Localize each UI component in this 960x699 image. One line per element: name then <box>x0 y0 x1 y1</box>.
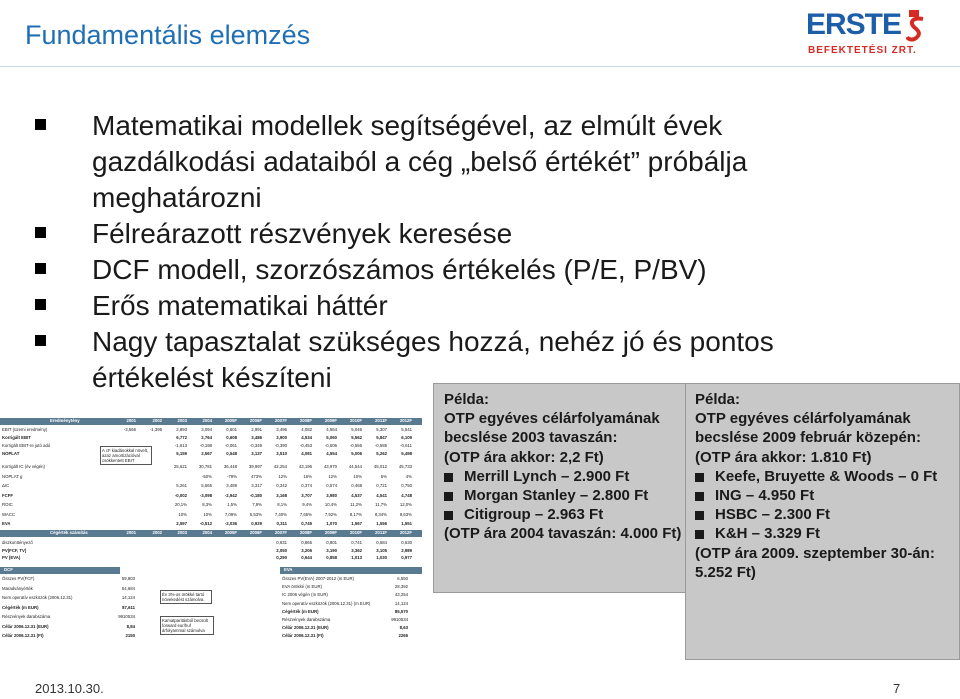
sheet-year-header: 2011F <box>375 418 387 423</box>
sheet-cell: 4,534 <box>301 435 312 440</box>
sheet-cell: -79% <box>226 473 237 479</box>
eva-value: 43,254 <box>394 592 408 598</box>
sheet-cell: 5,847 <box>376 435 387 440</box>
footer-date: 2013.10.30. <box>35 681 104 696</box>
example-line: OTP egyéves célárfolyamának <box>444 410 660 428</box>
sheet-cell: 1,5% <box>227 502 237 507</box>
sheet-year-header: 2009F <box>324 418 337 423</box>
sheet-year-header: 2012F <box>399 530 412 535</box>
example-line: OTP egyéves célárfolyamának <box>695 410 911 428</box>
eva-label: IC 2006 végén (m EUR) <box>282 592 328 598</box>
eva-label: Célár 2006.12.31 (Ft) <box>282 633 324 639</box>
sheet-cell: 0,574 <box>326 483 337 488</box>
sheet-cell: 25,621 <box>173 464 187 469</box>
sheet-cell: 10% <box>178 511 187 517</box>
sheet-cell: 1,556 <box>376 521 387 526</box>
bullet-list <box>35 108 795 396</box>
sheet-cell: 0,684 <box>376 540 387 545</box>
sheet-cell: 8,17% <box>349 511 362 517</box>
sheet-cell: 5,060 <box>326 435 337 440</box>
sheet-cell: -0,611 <box>400 443 412 448</box>
sheet-year-header: 2008F <box>299 530 312 535</box>
sheet-cell: -0,585 <box>374 443 387 448</box>
sheet-cell: 4,748 <box>401 492 412 498</box>
sheet-year-header: 2006F <box>249 418 262 423</box>
sheet-cell: -2,942 <box>224 492 237 498</box>
dcf-value: 54,684 <box>121 585 135 591</box>
sheet-year-header: 2007F <box>274 530 287 535</box>
page-title: Fundamentális elemzés <box>25 20 311 50</box>
dcf-label: Célár 2006.12.31 (EUR) <box>2 623 49 629</box>
analyst-estimate: ING – 4.950 Ft <box>695 486 937 505</box>
sheet-cell: 0,801 <box>326 540 337 545</box>
sheet-cell: 7,92% <box>324 511 337 517</box>
sheet-cell: 0,374 <box>301 483 312 488</box>
sheet-dcf-header: DCF <box>0 567 120 574</box>
sheet-cell: 1,567 <box>351 521 362 526</box>
sheet-cell: 36,448 <box>223 464 237 469</box>
sheet-cell: 1,013 <box>351 555 362 560</box>
sheet-cell: 5,665 <box>201 483 212 488</box>
sheet-cell: 0,630 <box>401 540 412 545</box>
bullet-item <box>35 216 795 252</box>
sheet-row-label: Korrigált IC (év végén) <box>2 464 45 469</box>
sheet-cell: 3,900 <box>276 435 287 440</box>
sheet-cell: 473% <box>251 473 262 479</box>
dcf-value: 14,124 <box>121 595 135 600</box>
square-bullet-icon <box>35 227 46 238</box>
logo-s-icon <box>906 10 926 44</box>
sheet-cell: -0,198 <box>199 443 212 448</box>
sheet-row-label: PV(FCF, TV) <box>2 547 27 553</box>
sheet-cell: 3,094 <box>201 427 212 432</box>
sheet-cell: 8,34% <box>374 511 387 517</box>
eva-value: 2265 <box>398 633 408 639</box>
sheet-cell: -1,395 <box>149 427 162 432</box>
sheet-cell: 3,486 <box>251 435 262 440</box>
sheet-year-header: 2010F <box>349 530 362 535</box>
sheet-cell: 10% <box>353 473 362 479</box>
sheet-row-label: EBIT (üzemi eredmény) <box>2 427 48 432</box>
eva-label: Nem operatív eszközök (2006.12.31) (m EUR) <box>282 600 371 606</box>
sheet-row-label: ROIC <box>2 502 13 507</box>
dcf-spreadsheet <box>0 418 422 652</box>
bullet-text: Félreárazott részvények keresése <box>92 218 513 249</box>
page-number: 7 <box>893 681 901 696</box>
sheet-cell: 4,081 <box>301 451 312 456</box>
sheet-cell: 0,548 <box>226 451 237 456</box>
eva-label: Cégérték (m EUR) <box>282 608 319 614</box>
sheet-cell: 3,190 <box>326 547 337 553</box>
bullet-text: DCF modell, szorzószámos értékelés (P/E, P/BV) <box>92 254 707 285</box>
sheet-cell: 2,567 <box>201 451 212 456</box>
eva-value: 9910534 <box>391 617 408 622</box>
sheet-cell: 12,0% <box>399 502 412 507</box>
sheet-year-header: 2005F <box>224 530 237 535</box>
sheet-year-header: 2008F <box>299 418 312 423</box>
sheet-year-header: 2007F <box>274 418 287 423</box>
example-2009-box <box>685 383 960 660</box>
sheet-year-header: 2001 <box>126 418 136 423</box>
sheet-cell: 12% <box>278 473 287 479</box>
sheet-cell: 45,012 <box>373 464 387 469</box>
sheet-row-label: ΔIC <box>2 483 10 488</box>
sheet-cell: -0,349 <box>249 443 262 448</box>
example-footer: (OTP ára 2004 tavaszán: 4.000 Ft) <box>444 525 682 543</box>
eva-label: Célár 2006.12.31 (EUR) <box>282 625 329 631</box>
header-divider <box>0 66 960 67</box>
sheet-cell: 3,489 <box>226 483 237 488</box>
sheet-cell: 43,196 <box>298 464 312 469</box>
sheet-year-header: 2003 <box>177 418 187 423</box>
dcf-label: Maradványérték <box>2 585 33 591</box>
sheet-cell: 3,137 <box>251 451 262 456</box>
sheet-year-header: 2009F <box>324 530 337 535</box>
sheet-cell: 7,65% <box>299 511 312 517</box>
sheet-cell: 0,750 <box>401 483 412 488</box>
sheet-cell: 3,206 <box>301 547 312 553</box>
square-bullet-icon <box>35 335 46 346</box>
sheet-cell: 1,030 <box>376 555 387 560</box>
example-line: becslése 2003 tavaszán: <box>444 429 618 447</box>
sheet-cell: 0,858 <box>326 555 337 560</box>
sheet-cell: 7,9% <box>252 502 262 507</box>
sheet-cell: 3,105 <box>376 547 387 553</box>
sheet-cell: 2,991 <box>251 427 262 432</box>
sheet-cell: 5,307 <box>376 427 387 432</box>
bullet-item <box>35 108 795 216</box>
sheet-cell: 11,2% <box>350 502 362 507</box>
example-2003-text <box>444 390 681 544</box>
sheet-cell: 9,4% <box>302 502 312 507</box>
sheet-cell: -50% <box>201 473 212 479</box>
sheet-cell: 3,168 <box>276 492 287 498</box>
sheet-cell: 4,541 <box>376 492 387 498</box>
sheet-cell: 0,608 <box>226 435 237 440</box>
sheet-cell: 0,342 <box>276 483 287 488</box>
sheet-cell: 0,644 <box>301 555 312 560</box>
sheet-cell: 3,510 <box>276 451 287 456</box>
sheet-cell: 0,741 <box>351 540 362 545</box>
sheet-cell: 8,63% <box>399 511 412 517</box>
dcf-label: Összes PV(FCF) <box>2 576 35 581</box>
dcf-label: Cégérték (m EUR) <box>2 604 39 610</box>
sheet-cell: 8,1% <box>277 502 287 507</box>
sheet-cell: 20,1% <box>174 502 187 507</box>
sheet-year-header: 2012F <box>399 418 412 423</box>
sheet-cell: 3,317 <box>251 483 262 488</box>
sheet-row-label: EVA <box>2 521 11 526</box>
bullet-item <box>35 288 795 324</box>
sheet-cell: -0,453 <box>299 443 312 448</box>
sheet-cell: 1,070 <box>326 521 337 526</box>
sheet-cell: 5,261 <box>176 483 187 488</box>
sheet-cell: 8,3% <box>202 502 212 507</box>
sheet-cell: 0,745 <box>301 521 312 526</box>
dcf-label: Nem operatív eszközök (2006.12.31) <box>2 595 73 600</box>
sheet-cell: 5,53% <box>249 511 262 517</box>
analyst-estimate: Citigroup – 2.963 Ft <box>444 505 681 524</box>
logo-subtitle: BEFEKTETÉSI ZRT. <box>808 45 917 56</box>
dcf-value: 59,803 <box>121 576 135 581</box>
dcf-value: 87,611 <box>122 604 135 610</box>
sheet-row-label: NOPLAT <box>2 451 20 456</box>
sheet-cell: 0,311 <box>276 521 287 526</box>
square-bullet-icon <box>35 263 46 274</box>
sheet-cell: 7,40% <box>274 511 287 517</box>
sheet-header-label: Eredménytény <box>50 418 80 423</box>
sheet-cell: 3,707 <box>301 492 312 498</box>
sheet-cell: 2,764 <box>201 435 212 440</box>
logo-wordmark: ERSTE <box>806 8 902 41</box>
sheet-note: A cF kiadásokkal növelt, azaz amortizációval csökkentett EBIT <box>100 446 152 465</box>
sheet-cell: 11,7% <box>375 502 387 507</box>
sheet-row-label: WACC <box>2 511 15 517</box>
sheet-row-label: diszkonttényező <box>2 540 33 545</box>
sheet-cell: -0,390 <box>274 443 287 448</box>
sheet-cell: -0,512 <box>199 521 212 526</box>
sheet-cell: 2,893 <box>176 427 187 432</box>
sheet-year-header: 2004 <box>202 530 212 535</box>
sheet-cell: 2,989 <box>401 547 412 553</box>
dcf-value: 9910534 <box>118 614 135 619</box>
sheet-cell: 45,733 <box>398 464 412 469</box>
eva-label: Összes PV(EVA) 2007-2012 (m EUR) <box>282 576 355 581</box>
sheet-cell: 42,254 <box>273 464 287 469</box>
sheet-cell: 4,564 <box>326 427 337 432</box>
dcf-label: Részvények darabszáma <box>2 614 51 619</box>
bullet-text: Matematikai modellek segítségével, az elmúlt évek gazdálkodási adataiból a cég „belső értékét” próbálja meghatározni <box>92 110 748 213</box>
example-line: becslése 2009 február közepén: <box>695 429 921 447</box>
sheet-eva-header: EVA <box>280 567 422 574</box>
sheet-cell: -3,566 <box>123 427 136 432</box>
sheet-cell: 44,544 <box>348 464 362 469</box>
analyst-estimate: Keefe, Bruyette & Woods – 0 Ft <box>695 467 937 486</box>
sheet-year-header: 2001 <box>126 530 136 535</box>
sheet-note: Kamatparitásból becsült forward eur/huf árfolyammal számolva <box>160 616 214 635</box>
sheet-cell: 0,468 <box>351 483 362 488</box>
dcf-value: 8,84 <box>126 623 135 629</box>
sheet-row-label: NOPLAT g <box>2 473 23 479</box>
sheet-cell: 5,498 <box>401 451 412 456</box>
eva-label: EVA örökké (m EUR) <box>282 584 323 590</box>
example-line: (OTP ára akkor: 2,2 Ft) <box>444 448 604 466</box>
example-2003-box <box>433 383 688 593</box>
sheet-cell: 2,597 <box>176 521 187 526</box>
dcf-value: 2150 <box>125 633 135 638</box>
sheet-cell: 0,931 <box>276 540 287 545</box>
sheet-year-header: 2002 <box>152 418 162 423</box>
sheet-note: Év 3%-os örökké tartó növekedést számolva. <box>160 590 212 604</box>
sheet-row-label: FCFF <box>2 492 13 498</box>
analyst-estimate: Merrill Lynch – 2.900 Ft <box>444 467 681 486</box>
example-2009-text <box>695 390 937 582</box>
sheet-row-label: Korrigált EBIT-re jutó adó <box>2 443 51 448</box>
example-heading: Példa: <box>695 391 741 408</box>
sheet-cell: 0,601 <box>226 427 237 432</box>
square-bullet-icon <box>35 299 46 310</box>
sheet-cell: 4,082 <box>301 427 312 432</box>
sheet-cell: 6,109 <box>401 435 412 440</box>
example-heading: Példa: <box>444 391 490 408</box>
sheet-cell: 0,721 <box>376 483 387 488</box>
sheet-cell: 3,496 <box>276 427 287 432</box>
eva-label: Részvények darabszáma <box>282 617 331 622</box>
sheet-cell: 43,970 <box>323 464 337 469</box>
sheet-cell: -1,613 <box>174 443 187 448</box>
sheet-cell: 30,781 <box>198 464 212 469</box>
sheet-cell: 7,09% <box>224 511 237 517</box>
sheet-cell: 5,046 <box>351 427 362 432</box>
eva-value: 14,124 <box>394 600 408 606</box>
sheet-cell: 2,050 <box>276 547 287 553</box>
example-footer: (OTP ára 2009. szeptember 30-án: <box>695 544 935 562</box>
square-bullet-icon <box>35 119 46 130</box>
bullet-item <box>35 252 795 288</box>
sheet-year-header: 2002 <box>152 530 162 535</box>
sheet-cell: 12% <box>328 473 337 479</box>
sheet-cell: -0,061 <box>224 443 237 448</box>
sheet-year-header: 2011F <box>375 530 387 535</box>
sheet-cell: 5,262 <box>376 451 387 456</box>
sheet-cell: 0,929 <box>251 521 262 526</box>
sheet-header-label: Cégérték számítás <box>50 530 88 535</box>
sheet-cell: -0,506 <box>324 443 337 448</box>
sheet-year-header: 2006F <box>249 530 262 535</box>
sheet-cell: -0,556 <box>349 443 362 448</box>
erste-logo <box>806 8 928 60</box>
sheet-cell: -2,036 <box>224 521 237 526</box>
sheet-cell: 5% <box>380 473 387 479</box>
sheet-year-header: 2003 <box>177 530 187 535</box>
sheet-cell: 0,290 <box>276 555 287 560</box>
sheet-cell: 39,997 <box>248 464 262 469</box>
sheet-cell: 1,551 <box>401 521 412 526</box>
eva-value: 6,550 <box>397 576 408 581</box>
bullet-text: Erős matematikai háttér <box>92 290 388 321</box>
eva-value: 8,63 <box>399 625 408 631</box>
sheet-row-label: Korrigált EBIT <box>2 435 31 440</box>
sheet-cell: 3,362 <box>351 547 362 553</box>
analyst-estimate: K&H – 3.329 Ft <box>695 524 937 543</box>
sheet-cell: 16% <box>303 473 312 479</box>
sheet-year-header: 2004 <box>202 418 212 423</box>
sheet-cell: 3,980 <box>326 492 337 498</box>
eva-value: 85,570 <box>394 608 408 614</box>
sheet-cell: 6,772 <box>176 435 187 440</box>
sheet-year-header: 2005F <box>224 418 237 423</box>
sheet-cell: 5,541 <box>401 427 412 432</box>
example-footer: 5.252 Ft) <box>695 563 756 581</box>
eva-value: 28,392 <box>394 584 408 590</box>
sheet-cell: -3,098 <box>199 492 212 498</box>
example-line: (OTP ára akkor: 1.810 Ft) <box>695 448 872 466</box>
sheet-cell: 10,4% <box>324 502 337 507</box>
sheet-cell: 0,977 <box>401 555 412 560</box>
sheet-cell: -0,180 <box>249 492 262 498</box>
sheet-cell: 4,554 <box>326 451 337 456</box>
sheet-cell: 5,562 <box>351 435 362 440</box>
sheet-year-header: 2010F <box>349 418 362 423</box>
dcf-label: Célár 2006.12.31 (Ft) <box>2 633 44 638</box>
analyst-estimate: Morgan Stanley – 2.800 Ft <box>444 486 681 505</box>
sheet-row-label: PV (EVA) <box>2 555 21 560</box>
sheet-cell: 10% <box>203 511 212 517</box>
sheet-cell: 5,159 <box>176 451 187 456</box>
analyst-estimate: HSBC – 2.300 Ft <box>695 505 937 524</box>
bullet-text: Nagy tapasztalat szükséges hozzá, nehéz jó és pontos értékelést készíteni <box>92 326 774 393</box>
sheet-cell: 0,865 <box>301 540 312 545</box>
sheet-cell: 5,006 <box>351 451 362 456</box>
sheet-cell: -0,002 <box>174 492 187 498</box>
sheet-cell: 4% <box>405 473 412 479</box>
sheet-cell: 4,537 <box>351 492 362 498</box>
